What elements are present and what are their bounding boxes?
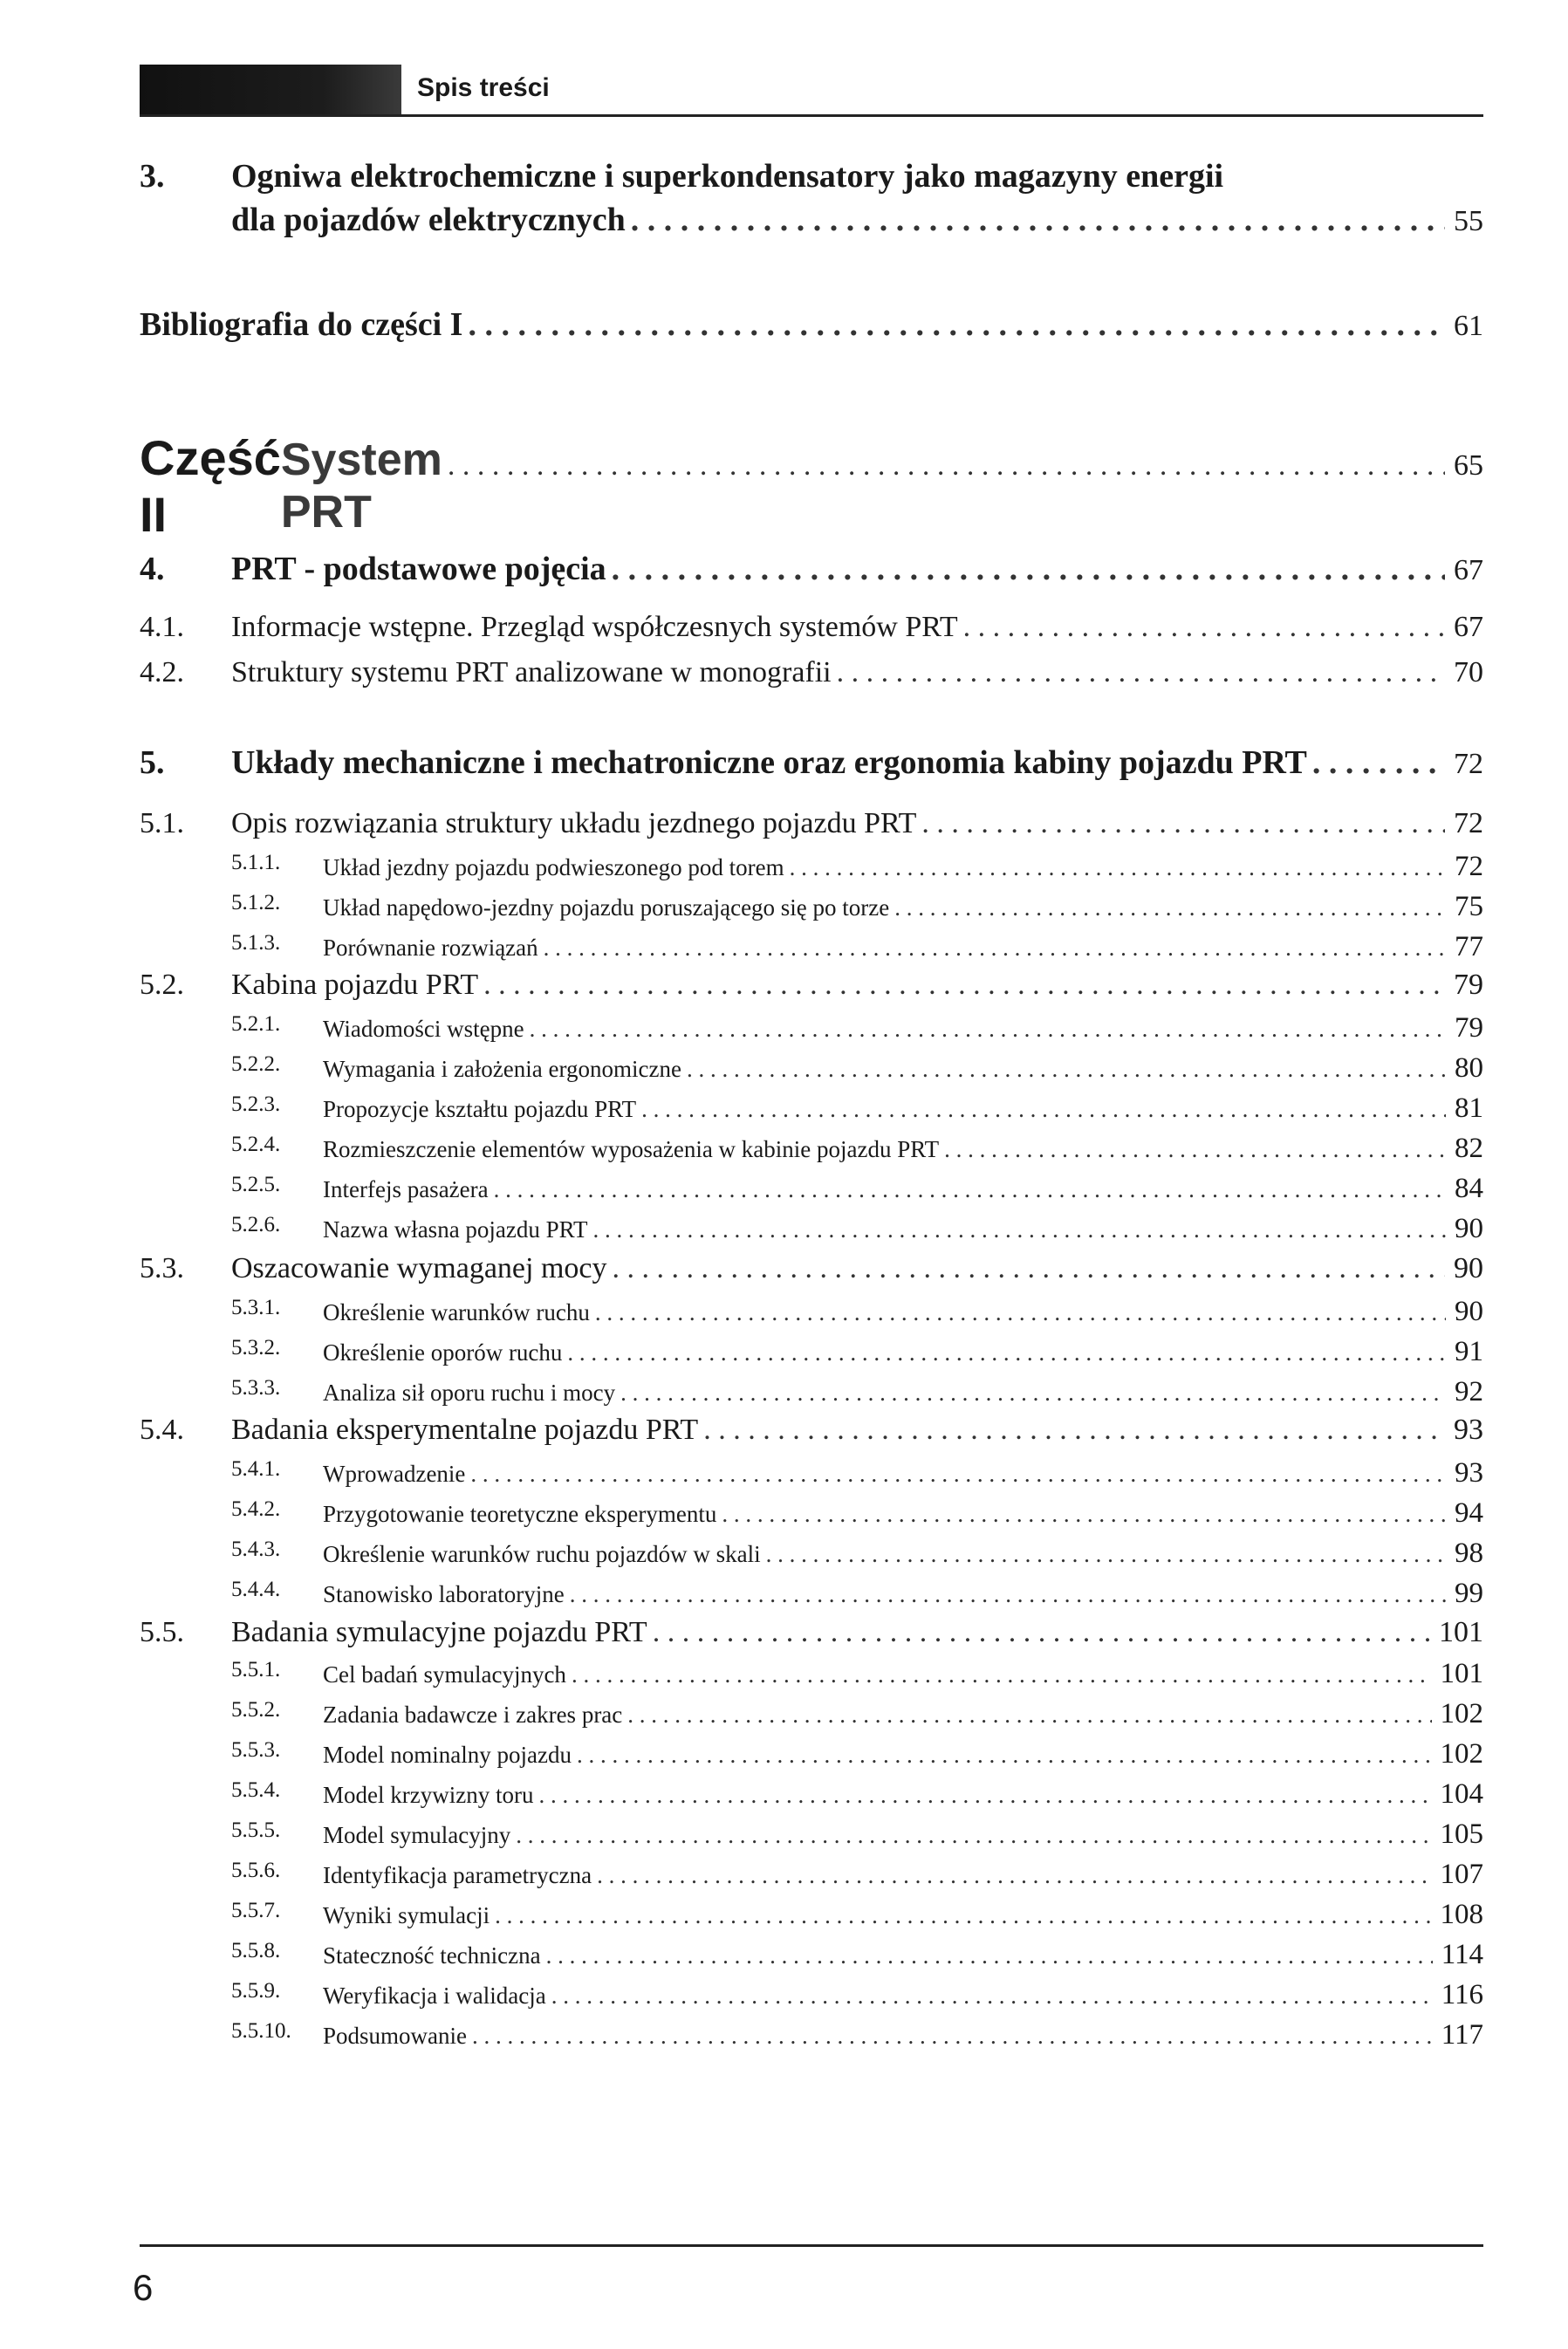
entry-page: 67	[1454, 611, 1483, 643]
entry-number: 5.2.3.	[231, 1092, 281, 1116]
entry-page: 104	[1440, 1778, 1483, 1810]
toc-part-2[interactable]	[140, 429, 1483, 543]
toc-entry-5-5[interactable]	[140, 1616, 1483, 1649]
entry-number: 5.5.6.	[231, 1859, 281, 1882]
entry-title: Układ jezdny pojazdu podwieszonego pod torem	[323, 854, 784, 880]
entry-page: 82	[1455, 1133, 1483, 1164]
entry-number: 5.3.	[140, 1252, 184, 1284]
toc-entry-bibliography[interactable]	[140, 305, 1483, 344]
entry-number: 5.3.1.	[231, 1296, 281, 1319]
dot-leader	[516, 1822, 1431, 1849]
toc-entry-chapter-4[interactable]	[140, 550, 1483, 588]
toc-entry-chapter-3-line1[interactable]	[140, 157, 1483, 195]
toc-entry-5-5-1[interactable]	[231, 1658, 1483, 1690]
toc-entry-5-5-8[interactable]	[231, 1939, 1483, 1971]
entry-number: 3.	[140, 158, 165, 195]
dot-leader	[570, 1581, 1446, 1608]
entry-page: 72	[1454, 807, 1483, 839]
dot-leader	[703, 1414, 1445, 1447]
dot-leader	[722, 1501, 1446, 1528]
entry-page: 93	[1455, 1457, 1483, 1489]
entry-number: 5.2.1.	[231, 1012, 281, 1036]
dot-leader	[613, 1252, 1446, 1285]
entry-title: PRT - podstawowe pojęcia	[231, 551, 606, 587]
entry-number: 5.2.5.	[231, 1173, 281, 1196]
entry-page: 90	[1454, 1252, 1483, 1284]
toc-entry-4-1[interactable]	[140, 611, 1483, 644]
dot-leader	[495, 1902, 1431, 1929]
entry-page: 102	[1440, 1738, 1483, 1770]
entry-title: Stateczność techniczna	[323, 1942, 541, 1969]
entry-number: 5.4.	[140, 1414, 184, 1446]
toc-entry-5-2-1[interactable]	[231, 1012, 1483, 1044]
dot-leader	[921, 807, 1445, 840]
toc-entry-5-2-5[interactable]	[231, 1173, 1483, 1205]
page-number: 6	[133, 2267, 154, 2308]
running-header-title: Spis treści	[417, 73, 550, 102]
entry-page: 61	[1454, 310, 1483, 342]
entry-title: Określenie warunków ruchu	[323, 1299, 590, 1325]
entry-page: 90	[1455, 1296, 1483, 1327]
toc-entry-5-4-1[interactable]	[231, 1457, 1483, 1490]
entry-title: Porównanie rozwiązań	[323, 935, 538, 961]
entry-page: 67	[1454, 554, 1483, 586]
entry-title: Model symulacyjny	[323, 1822, 511, 1848]
dot-leader	[612, 550, 1445, 588]
dot-leader	[577, 1742, 1432, 1769]
entry-page: 70	[1454, 656, 1483, 688]
dot-leader	[538, 1782, 1431, 1809]
toc-entry-5-5-7[interactable]	[231, 1899, 1483, 1931]
entry-title: Analiza sił oporu ruchu i mocy	[323, 1380, 616, 1406]
entry-page: 116	[1441, 1979, 1483, 2010]
entry-title: Podsumowanie	[323, 2023, 467, 2049]
dot-leader	[468, 305, 1445, 344]
entry-page: 81	[1455, 1092, 1483, 1124]
entry-number: 5.5.2.	[231, 1698, 281, 1722]
dot-leader	[470, 1461, 1446, 1488]
entry-page: 79	[1455, 1012, 1483, 1044]
entry-number: 5.5.9.	[231, 1979, 281, 2003]
entry-number: 5.4.3.	[231, 1537, 281, 1561]
entry-page: 94	[1455, 1497, 1483, 1529]
entry-title: Badania symulacyjne pojazdu PRT	[231, 1616, 647, 1648]
toc-entry-5-5-3[interactable]	[231, 1738, 1483, 1770]
dot-leader	[837, 656, 1445, 689]
entry-number: 5.1.	[140, 807, 184, 839]
toc-entry-5-5-2[interactable]	[231, 1698, 1483, 1730]
entry-page: 84	[1455, 1173, 1483, 1204]
entry-number: 5.5.7.	[231, 1899, 281, 1922]
entry-number: 5.3.3.	[231, 1376, 281, 1400]
entry-title: Informacje wstępne. Przegląd współczesnych systemów PRT	[231, 611, 958, 643]
toc-entry-5-4-3[interactable]	[231, 1537, 1483, 1570]
part-label: Część II	[140, 430, 281, 542]
toc-entry-5-3-2[interactable]	[231, 1336, 1483, 1368]
entry-title: Model krzywizny toru	[323, 1782, 534, 1808]
entry-number: 5.	[140, 744, 165, 781]
entry-page: 117	[1441, 2019, 1483, 2051]
toc-entry-5-4-2[interactable]	[231, 1497, 1483, 1530]
header-black-tab	[140, 65, 401, 117]
toc-entry-5-5-10[interactable]	[231, 2019, 1483, 2051]
dot-leader	[597, 1862, 1431, 1889]
entry-title: Ogniwa elektrochemiczne i superkondensatory jako magazyny energii	[231, 158, 1224, 195]
toc-entry-5-1-2[interactable]	[231, 891, 1483, 923]
entry-page: 80	[1455, 1052, 1483, 1084]
entry-title: Stanowisko laboratoryjne	[323, 1581, 565, 1607]
entry-title: Określenie oporów ruchu	[323, 1339, 563, 1366]
entry-number: 5.4.2.	[231, 1497, 281, 1521]
dot-leader	[567, 1339, 1446, 1366]
entry-number: 5.5.1.	[231, 1658, 281, 1681]
toc-entry-5-2-2[interactable]	[231, 1052, 1483, 1085]
dot-leader	[963, 611, 1445, 644]
entry-number: 5.5.	[140, 1616, 184, 1648]
entry-page: 93	[1454, 1414, 1483, 1446]
toc-entry-5-3-1[interactable]	[231, 1296, 1483, 1328]
entry-number: 5.5.5.	[231, 1818, 281, 1842]
entry-number: 4.2.	[140, 656, 184, 688]
dot-leader	[627, 1702, 1431, 1729]
entry-number: 5.1.1.	[231, 851, 281, 874]
toc-entry-5-4[interactable]	[140, 1414, 1483, 1447]
footer-rule	[140, 2244, 1483, 2247]
entry-title: Bibliografia do części I	[140, 306, 463, 343]
entry-number: 5.2.4.	[231, 1133, 281, 1156]
dot-leader	[544, 935, 1446, 962]
entry-title: Układy mechaniczne i mechatroniczne oraz ergonomia kabiny pojazdu PRT	[231, 744, 1307, 781]
entry-title: Układ napędowo-jezdny pojazdu poruszającego się po torze	[323, 894, 890, 921]
entry-number: 5.1.2.	[231, 891, 281, 914]
toc-entry-5-1-1[interactable]	[231, 851, 1483, 883]
toc-entry-5-2-6[interactable]	[231, 1213, 1483, 1245]
part-name: System PRT	[280, 435, 442, 538]
entry-page: 72	[1455, 851, 1483, 882]
entry-title: Wprowadzenie	[323, 1461, 466, 1487]
entry-title: Oszacowanie wymaganej mocy	[231, 1252, 607, 1284]
toc-entry-5-3-3[interactable]	[231, 1376, 1483, 1408]
entry-page: 90	[1455, 1213, 1483, 1244]
entry-title: Weryfikacja i walidacja	[323, 1983, 546, 2009]
dot-leader	[595, 1299, 1446, 1326]
dot-leader	[620, 1380, 1446, 1407]
dot-leader	[494, 1176, 1446, 1203]
toc-entry-5-4-4[interactable]	[231, 1578, 1483, 1610]
entry-page: 92	[1455, 1376, 1483, 1407]
toc-entry-chapter-3[interactable]	[231, 201, 1483, 239]
entry-title: Model nominalny pojazdu	[323, 1742, 572, 1768]
entry-title: Przygotowanie teoretyczne eksperymentu	[323, 1501, 717, 1527]
toc-entry-4-2[interactable]	[140, 656, 1483, 689]
entry-title: Badania eksperymentalne pojazdu PRT	[231, 1414, 699, 1446]
toc-entry-5-5-5[interactable]	[231, 1818, 1483, 1851]
dot-leader	[572, 1661, 1432, 1688]
dot-leader	[790, 854, 1446, 881]
entry-page: 105	[1440, 1818, 1483, 1850]
entry-title: Struktury systemu PRT analizowane w monografii	[231, 656, 832, 688]
entry-number: 5.2.6.	[231, 1213, 281, 1236]
entry-page: 79	[1454, 969, 1483, 1001]
entry-number: 5.1.3.	[231, 931, 281, 955]
entry-title: Cel badań symulacyjnych	[323, 1661, 566, 1688]
toc-entry-5-2-3[interactable]	[231, 1092, 1483, 1125]
dot-leader	[551, 1983, 1433, 2010]
toc-entry-5-2-4[interactable]	[231, 1133, 1483, 1165]
entry-page: 72	[1454, 748, 1483, 780]
dot-leader	[1312, 743, 1445, 782]
toc-entry-5-5-4[interactable]	[231, 1778, 1483, 1811]
entry-number: 5.5.10.	[231, 2019, 291, 2043]
toc-entry-chapter-5[interactable]	[140, 743, 1483, 782]
toc-entry-5-1[interactable]	[140, 807, 1483, 840]
header-rule	[140, 114, 1483, 117]
entry-title: Wiadomości wstępne	[323, 1016, 524, 1042]
toc-entry-5-1-3[interactable]	[231, 931, 1483, 963]
entry-number: 5.5.8.	[231, 1939, 281, 1962]
dot-leader	[766, 1541, 1446, 1568]
dot-leader	[593, 1216, 1446, 1243]
dot-leader	[894, 894, 1446, 921]
entry-number: 5.5.4.	[231, 1778, 281, 1802]
toc-entry-5-5-6[interactable]	[231, 1859, 1483, 1891]
dot-leader	[653, 1616, 1430, 1649]
entry-title: Wymagania i założenia ergonomiczne	[323, 1056, 681, 1082]
entry-page: 55	[1454, 205, 1483, 237]
dot-leader	[944, 1136, 1446, 1163]
entry-title: Opis rozwiązania struktury układu jezdnego pojazdu PRT	[231, 807, 917, 839]
entry-number: 5.2.2.	[231, 1052, 281, 1076]
entry-title: Zadania badawcze i zakres prac	[323, 1702, 623, 1728]
entry-title: Wyniki symulacji	[323, 1902, 490, 1928]
toc-entry-5-5-9[interactable]	[231, 1979, 1483, 2011]
entry-page: 101	[1440, 1658, 1483, 1689]
entry-title: Nazwa własna pojazdu PRT	[323, 1216, 588, 1243]
entry-page: 65	[1454, 449, 1483, 482]
entry-number: 4.1.	[140, 611, 184, 643]
dot-leader	[641, 1096, 1446, 1123]
entry-page: 107	[1440, 1859, 1483, 1890]
entry-page: 101	[1439, 1616, 1483, 1648]
entry-title: dla pojazdów elektrycznych	[231, 202, 626, 238]
entry-page: 114	[1441, 1939, 1483, 1970]
entry-number: 5.4.4.	[231, 1578, 281, 1601]
toc-entry-5-2[interactable]	[140, 969, 1483, 1002]
dot-leader	[546, 1942, 1433, 1969]
entry-title: Określenie warunków ruchu pojazdów w skali	[323, 1541, 761, 1567]
entry-page: 102	[1440, 1698, 1483, 1729]
entry-title: Kabina pojazdu PRT	[231, 969, 479, 1001]
dot-leader	[448, 449, 1445, 483]
dot-leader	[472, 2023, 1433, 2050]
dot-leader	[530, 1016, 1446, 1043]
toc-entry-5-3[interactable]	[140, 1252, 1483, 1285]
entry-page: 99	[1455, 1578, 1483, 1609]
dot-leader	[483, 969, 1445, 1002]
dot-leader	[631, 201, 1445, 239]
entry-page: 91	[1455, 1336, 1483, 1367]
dot-leader	[687, 1056, 1446, 1083]
entry-page: 98	[1455, 1537, 1483, 1569]
entry-title: Identyfikacja parametryczna	[323, 1862, 592, 1888]
entry-number: 5.2.	[140, 969, 184, 1001]
entry-title: Propozycje kształtu pojazdu PRT	[323, 1096, 637, 1122]
entry-page: 77	[1455, 931, 1483, 962]
entry-number: 5.5.3.	[231, 1738, 281, 1762]
entry-page: 108	[1440, 1899, 1483, 1930]
entry-number: 5.4.1.	[231, 1457, 281, 1481]
entry-title: Rozmieszczenie elementów wyposażenia w kabinie pojazdu PRT	[323, 1136, 940, 1162]
entry-number: 4.	[140, 551, 165, 587]
entry-page: 75	[1455, 891, 1483, 922]
entry-title: Interfejs pasażera	[323, 1176, 489, 1202]
entry-number: 5.3.2.	[231, 1336, 281, 1359]
